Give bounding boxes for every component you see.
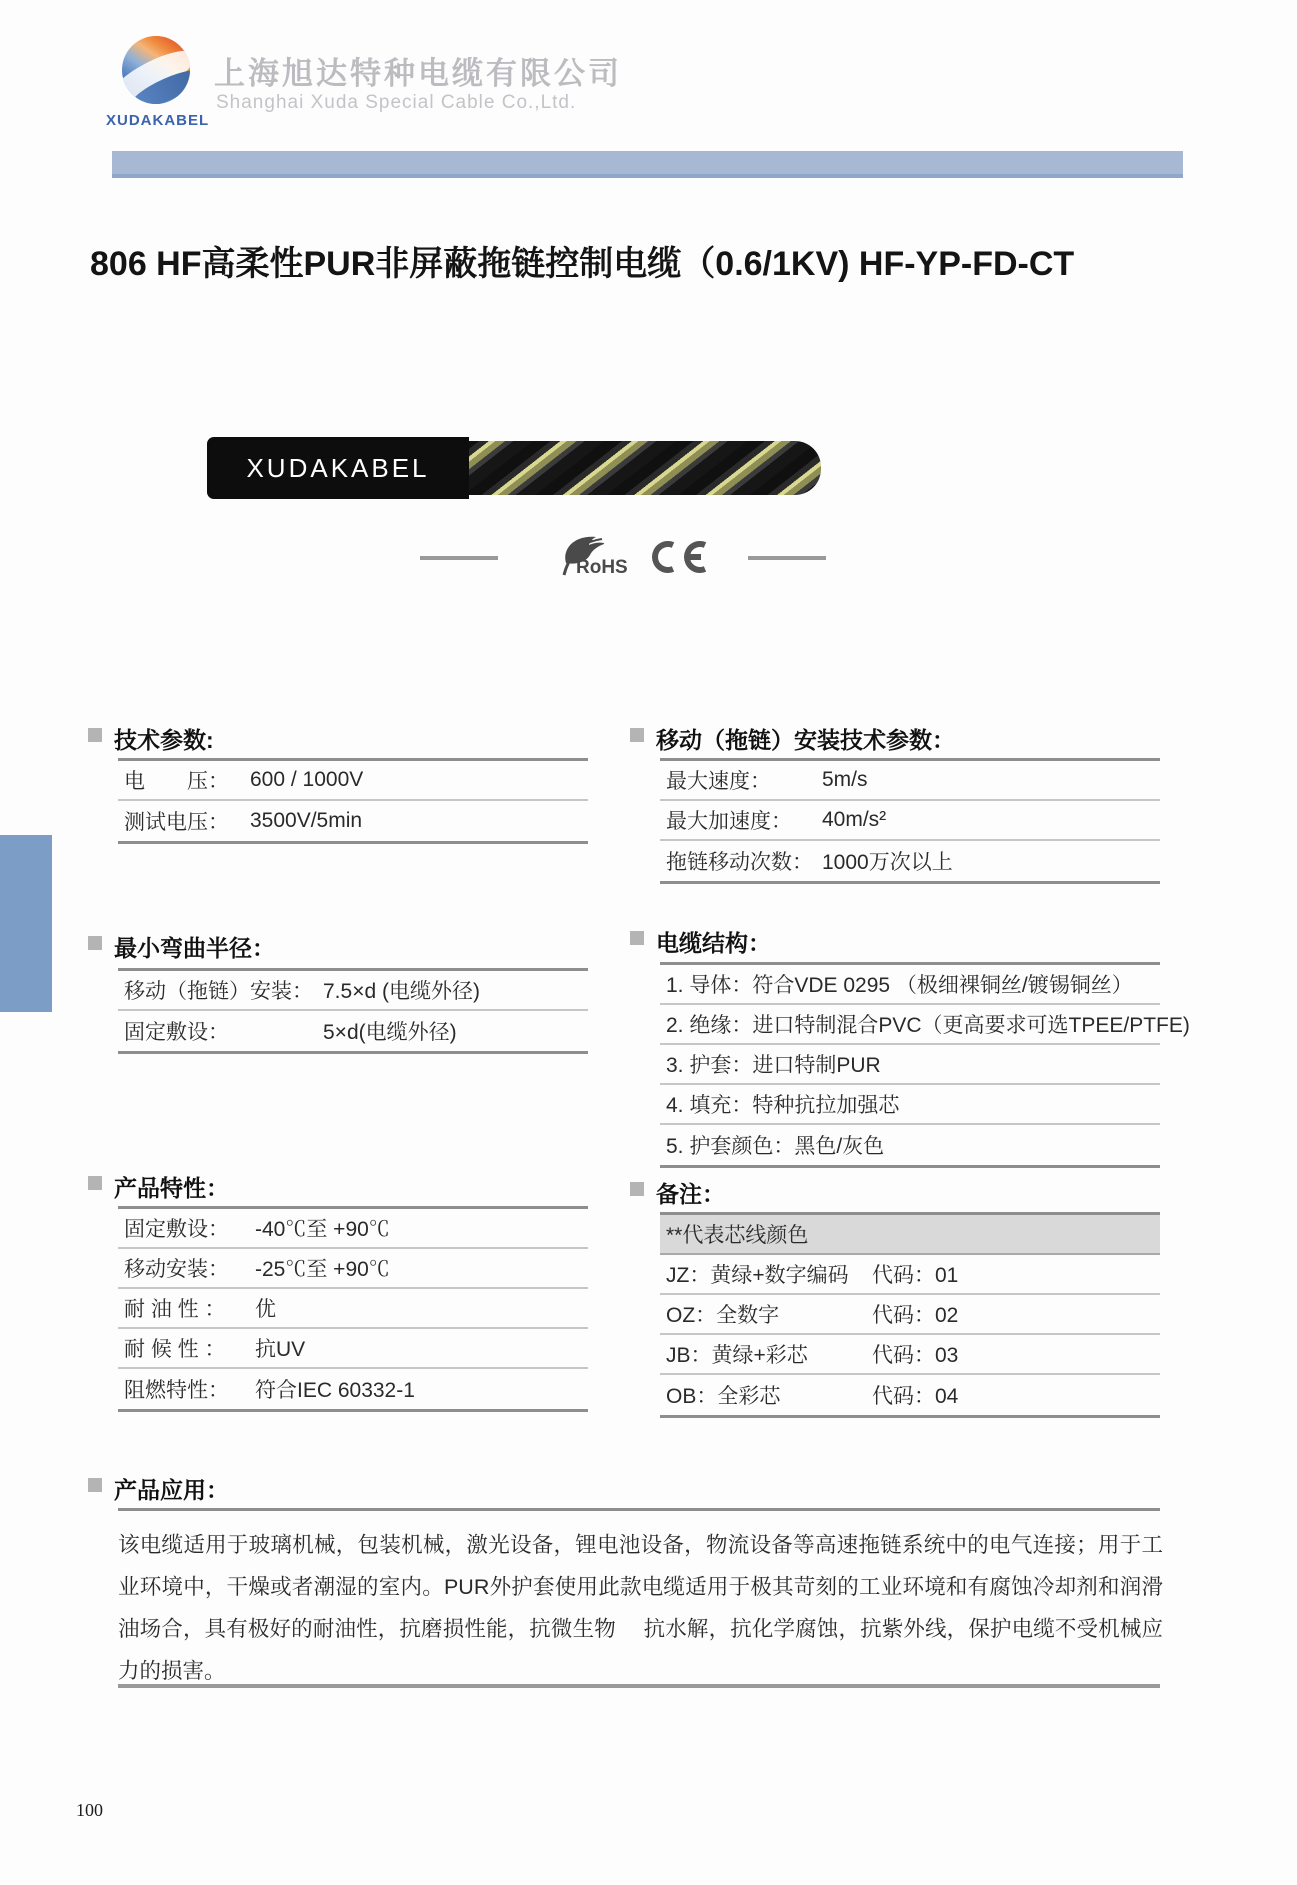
cable-structure-table <box>660 962 1190 1168</box>
section-header-move-params <box>630 722 955 755</box>
rohs-icon <box>552 531 648 577</box>
section-title: 最小弯曲半径： <box>114 935 275 961</box>
table-row <box>118 1209 588 1249</box>
application-rule-top <box>118 1508 1160 1511</box>
row-label: 最大加速度： <box>666 810 792 833</box>
divider-dash-right <box>748 556 826 560</box>
section-marker-icon <box>88 728 102 742</box>
table-row <box>660 1295 1160 1335</box>
bend-radius-table <box>118 968 588 1054</box>
section-title: 移动（拖链）安装技术参数： <box>656 727 955 753</box>
row-label: 固定敷设： <box>124 1021 229 1044</box>
row-label: OB：全彩芯 <box>666 1385 781 1408</box>
table-row <box>660 1005 1190 1045</box>
remarks-table <box>660 1212 1160 1418</box>
cable-jacket-image <box>207 437 469 499</box>
section-header-remarks <box>630 1176 725 1209</box>
section-title: 电缆结构： <box>656 930 771 956</box>
cable-brand-label: XUDAKABEL <box>246 452 430 483</box>
table-row <box>660 1125 1160 1165</box>
row-label: 耐 候 性 ： <box>124 1338 226 1361</box>
row-value: 7.5×d (电缆外径) <box>323 980 480 1003</box>
row-value: 抗UV <box>255 1338 306 1361</box>
move-params-table <box>660 758 1160 884</box>
row-value: 代码：01 <box>872 1264 959 1287</box>
cable-cores-image <box>469 441 821 495</box>
table-row <box>660 1335 1160 1375</box>
row-value: 40m/s² <box>822 808 887 831</box>
structure-item: 5. 护套颜色：黑色/灰色 <box>666 1135 885 1158</box>
table-row <box>660 1375 1160 1415</box>
page-title: 806 HF高柔性PUR非屏蔽拖链控制电缆（0.6/1KV) HF-YP-FD-CT <box>90 245 1075 283</box>
row-value: 代码：02 <box>872 1304 959 1327</box>
section-title: 技术参数: <box>114 727 214 753</box>
company-name-cn: 上海旭达特种电缆有限公司 <box>214 56 622 91</box>
table-row <box>118 1289 588 1329</box>
table-row <box>660 841 1160 881</box>
table-row <box>660 965 1160 1005</box>
structure-item: 3. 护套：进口特制PUR <box>666 1054 881 1077</box>
product-character-table <box>118 1206 588 1412</box>
row-value: 5×d(电缆外径) <box>323 1021 457 1044</box>
company-name-en: Shanghai Xuda Special Cable Co.,Ltd. <box>216 92 577 113</box>
application-rule-bottom <box>118 1684 1160 1688</box>
section-marker-icon <box>88 1478 102 1492</box>
section-marker-icon <box>88 1176 102 1190</box>
row-value: 代码：03 <box>872 1344 959 1367</box>
table-row <box>118 801 588 841</box>
row-label: JB：黄绿+彩芯 <box>666 1344 808 1367</box>
section-marker-icon <box>630 728 644 742</box>
row-label: 阻燃特性： <box>124 1379 229 1402</box>
table-row <box>118 1011 588 1051</box>
section-marker-icon <box>88 936 102 950</box>
structure-item: 4. 填充：特种抗拉加强芯 <box>666 1094 900 1117</box>
section-marker-icon <box>630 1182 644 1196</box>
row-value: 5m/s <box>822 768 868 791</box>
row-label: 最大速度： <box>666 770 771 793</box>
globe-logo-icon <box>122 36 190 104</box>
structure-item: 2. 绝缘：进口特制混合PVC（更高要求可选TPEE/PTFE) <box>666 1014 1190 1037</box>
row-value: -25℃至 +90℃ <box>255 1258 390 1281</box>
table-row <box>118 1329 588 1369</box>
row-label: 固定敷设： <box>124 1218 229 1241</box>
table-row <box>660 761 1160 801</box>
row-label: OZ：全数字 <box>666 1304 780 1327</box>
row-label: 耐 油 性 ： <box>124 1298 226 1321</box>
row-label: 测试电压： <box>124 811 229 834</box>
section-header-application <box>88 1472 229 1505</box>
table-row <box>118 971 588 1011</box>
row-value: 3500V/5min <box>250 809 363 832</box>
section-header-bend-radius <box>88 930 275 963</box>
remarks-header-text: **代表芯线颜色 <box>666 1224 809 1247</box>
table-row <box>660 1085 1160 1125</box>
header-banner-bar <box>112 151 1183 178</box>
row-value: 代码：04 <box>872 1385 959 1408</box>
left-accent-rectangle <box>0 835 52 1012</box>
row-label: 拖链移动次数： <box>666 851 813 874</box>
row-label: 电 压： <box>124 770 229 793</box>
svg-text:RoHS: RoHS <box>576 557 628 577</box>
application-text: 该电缆适用于玻璃机械，包装机械，激光设备，锂电池设备，物流设备等高速拖链系统中的电气连接；用于工业环境中，干燥或者潮湿的室内。PUR外护套使用此款电缆适用于极其苛刻的工业环境和有腐蚀冷却剂和润滑油场合，具有极好的耐油性，抗磨损性能，抗微生物 抗水解，抗化学腐蚀，抗紫外线，保护电缆不受机械应力的损害。 <box>118 1533 1163 1683</box>
remarks-header-row <box>660 1215 1160 1255</box>
table-row <box>118 761 588 801</box>
tech-params-table <box>118 758 588 844</box>
row-value: 600 / 1000V <box>250 768 364 791</box>
page-number: 100 <box>76 1800 103 1820</box>
row-value: 优 <box>255 1298 276 1321</box>
table-row <box>660 1045 1160 1085</box>
row-value: 1000万次以上 <box>822 851 953 874</box>
ce-mark-icon <box>648 540 710 574</box>
section-title: 产品特性： <box>114 1175 229 1201</box>
row-label: 移动安装： <box>124 1258 229 1281</box>
section-header-cable-structure <box>630 925 771 958</box>
section-title: 备注： <box>656 1181 725 1207</box>
section-header-tech-params <box>88 722 214 755</box>
logo-brand-text: XUDAKABEL <box>106 112 210 129</box>
row-label: 移动（拖链）安装： <box>124 980 313 1003</box>
row-value: -40℃至 +90℃ <box>255 1218 390 1241</box>
table-row <box>118 1369 588 1409</box>
section-header-product-character <box>88 1170 229 1203</box>
structure-item: 1. 导体：符合VDE 0295 （极细裸铜丝/镀锡铜丝） <box>666 974 1133 997</box>
row-value: 符合IEC 60332-1 <box>255 1379 415 1402</box>
company-logo <box>106 36 210 129</box>
divider-dash-left <box>420 556 498 560</box>
table-row <box>118 1249 588 1289</box>
table-row <box>660 801 1160 841</box>
section-marker-icon <box>630 931 644 945</box>
row-label: JZ：黄绿+数字编码 <box>666 1264 849 1287</box>
table-row <box>660 1255 1160 1295</box>
section-title: 产品应用： <box>114 1477 229 1503</box>
